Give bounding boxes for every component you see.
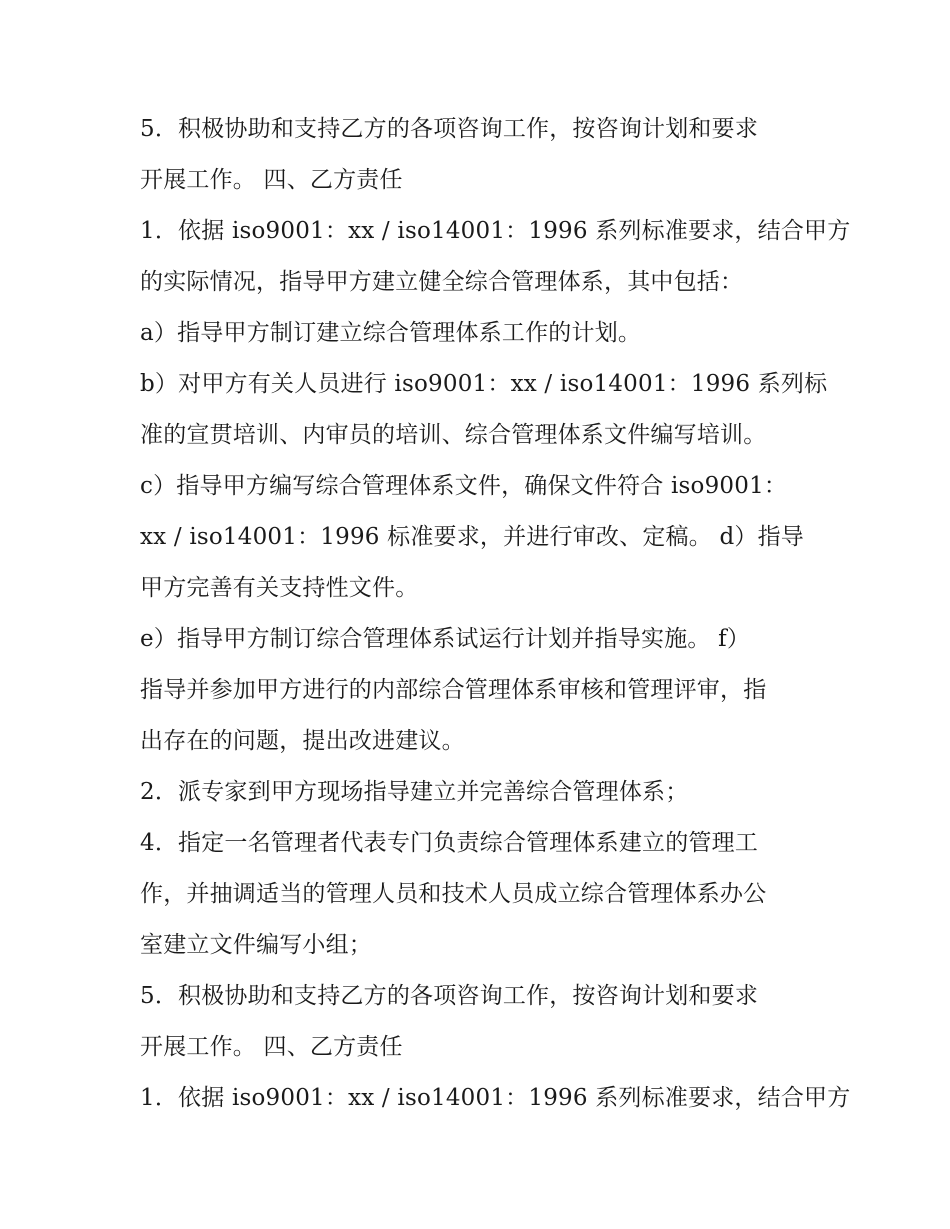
- text-line: 4．指定一名管理者代表专门负责综合管理体系建立的管理工: [140, 830, 759, 856]
- text-line: 作，并抽调适当的管理人员和技术人员成立综合管理体系办公: [140, 881, 767, 907]
- document-body: [140, 104, 851, 1124]
- text-line: 1．依据 iso9001：xx / iso14001：1996 系列标准要求，结合甲方: [140, 1085, 851, 1111]
- text-line: b）对甲方有关人员进行 iso9001：xx / iso14001：1996 系列标: [140, 371, 828, 397]
- text-line: 2．派专家到甲方现场指导建立并完善综合管理体系；: [140, 779, 689, 805]
- text-line: 准的宣贯培训、内审员的培训、综合管理体系文件编写培训。: [140, 422, 767, 448]
- text-line: 甲方完善有关支持性文件。: [140, 575, 419, 601]
- text-line: 开展工作。 四、乙方责任: [140, 1034, 403, 1060]
- text-line: c）指导甲方编写综合管理体系文件，确保文件符合 iso9001：: [140, 473, 788, 499]
- text-line: 室建立文件编写小组；: [140, 932, 372, 958]
- text-line: e）指导甲方制订综合管理体系试运行计划并指导实施。 f）: [140, 626, 751, 652]
- text-line: 开展工作。 四、乙方责任: [140, 167, 403, 193]
- text-line: a）指导甲方制订建立综合管理体系工作的计划。: [140, 320, 642, 346]
- text-line: 5．积极协助和支持乙方的各项咨询工作，按咨询计划和要求: [140, 983, 759, 1009]
- text-line: 指导并参加甲方进行的内部综合管理体系审核和管理评审，指: [140, 677, 767, 703]
- text-line: 的实际情况，指导甲方建立健全综合管理体系，其中包括：: [140, 269, 744, 295]
- text-line: 出存在的问题，提出改进建议。: [140, 728, 465, 754]
- text-line: xx / iso14001：1996 标准要求，并进行审改、定稿。 d）指导: [140, 524, 804, 550]
- text-line: 1．依据 iso9001：xx / iso14001：1996 系列标准要求，结合甲方: [140, 218, 851, 244]
- text-line: 5．积极协助和支持乙方的各项咨询工作，按咨询计划和要求: [140, 116, 759, 142]
